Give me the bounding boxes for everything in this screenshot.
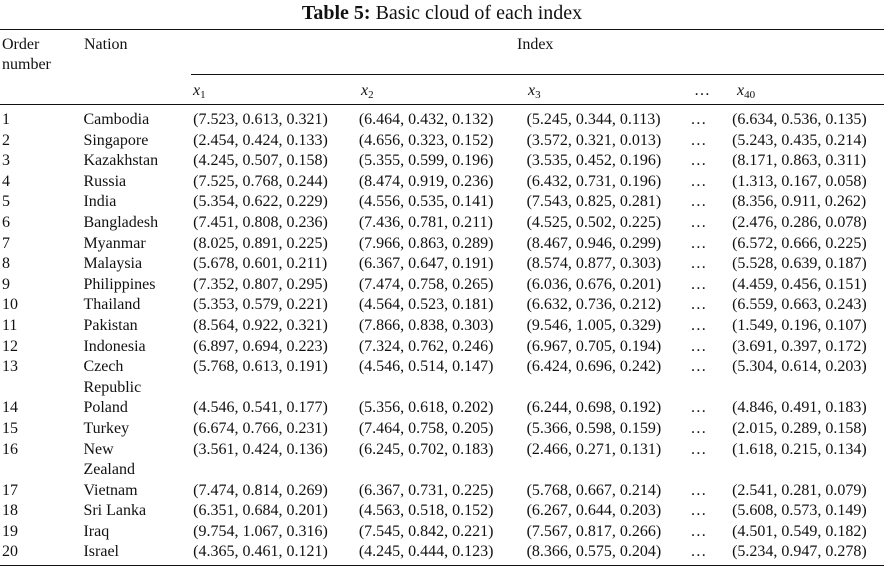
x2-cell: (4.564, 0.523, 0.181)	[358, 296, 494, 314]
x40-cell: (1.549, 0.196, 0.107)	[732, 316, 867, 334]
nation-cell	[83, 501, 193, 522]
table-row	[0, 234, 884, 255]
x2-cell: (7.866, 0.838, 0.303)	[358, 316, 494, 334]
x2-cell: (7.324, 0.762, 0.246)	[358, 337, 494, 355]
order-cell: 2	[2, 131, 10, 149]
x3-cell: (5.768, 0.667, 0.214)	[526, 481, 662, 499]
order-cell: 9	[2, 275, 10, 293]
x40-cell: (4.459, 0.456, 0.151)	[732, 275, 867, 293]
table-row	[0, 398, 884, 419]
order-cell: 16	[2, 440, 18, 458]
caption-label: Table 5:	[301, 2, 371, 24]
x3-cell: (7.543, 0.825, 0.281)	[526, 193, 662, 211]
bottom-rule	[0, 565, 884, 566]
ellipsis-cell: …	[690, 399, 707, 417]
x2-cell: (4.245, 0.444, 0.123)	[358, 543, 494, 561]
ellipsis-cell: …	[690, 255, 707, 273]
table-row	[0, 481, 884, 502]
x2-cell: (7.436, 0.781, 0.211)	[358, 213, 493, 231]
x40-cell: (8.356, 0.911, 0.262)	[732, 193, 867, 211]
x2-cell: (6.245, 0.702, 0.183)	[358, 440, 494, 458]
x2-cell: (7.545, 0.842, 0.221)	[358, 522, 494, 540]
nation-label: Poland	[83, 399, 128, 417]
x1-cell: (7.451, 0.808, 0.236)	[193, 213, 328, 231]
ellipsis-cell: …	[690, 111, 707, 128]
nation-cell	[83, 110, 193, 131]
x2-cell: (7.464, 0.758, 0.205)	[358, 419, 494, 437]
x40-cell: (3.691, 0.397, 0.172)	[732, 337, 867, 355]
x3-cell: (6.036, 0.676, 0.201)	[526, 275, 662, 293]
x40-cell: (8.171, 0.863, 0.311)	[732, 152, 867, 170]
nation-label: New Zealand	[83, 440, 135, 479]
order-cell: 15	[2, 419, 18, 437]
x40-cell: (2.541, 0.281, 0.079)	[732, 481, 867, 499]
nation-cell	[83, 192, 193, 213]
x1-cell: (4.365, 0.461, 0.121)	[193, 543, 328, 561]
x1-cell: (4.245, 0.507, 0.158)	[193, 152, 328, 170]
x40-cell: (5.608, 0.573, 0.149)	[732, 502, 867, 520]
x2-cell: (5.355, 0.599, 0.196)	[358, 152, 494, 170]
x3-cell: (6.632, 0.736, 0.212)	[526, 296, 662, 314]
x40-cell: (1.313, 0.167, 0.058)	[732, 172, 867, 190]
header-x1	[193, 82, 206, 101]
order-cell: 18	[2, 502, 18, 520]
table-row	[0, 172, 884, 193]
ellipsis-cell: …	[690, 275, 707, 293]
table-row	[0, 275, 884, 296]
ellipsis-cell: …	[690, 131, 707, 149]
x40-cell: (6.572, 0.666, 0.225)	[732, 234, 867, 252]
nation-label: Iraq	[83, 522, 110, 540]
ellipsis-cell: …	[690, 358, 707, 376]
table-row	[0, 254, 884, 275]
nation-label: Indonesia	[83, 337, 146, 355]
x1-cell: (3.561, 0.424, 0.136)	[193, 440, 328, 458]
order-cell: 7	[2, 234, 10, 252]
x40-cell: (5.243, 0.435, 0.214)	[732, 131, 867, 149]
order-cell: 5	[2, 193, 10, 211]
x1-cell: (2.454, 0.424, 0.133)	[193, 131, 328, 149]
x1-cell: (5.354, 0.622, 0.229)	[193, 193, 328, 211]
nation-cell	[83, 522, 193, 543]
nation-label: Pakistan	[83, 316, 138, 334]
nation-label: Sri Lanka	[83, 502, 147, 520]
nation-cell	[83, 213, 193, 234]
ellipsis-cell: …	[690, 481, 707, 499]
x3-cell: (6.432, 0.731, 0.196)	[526, 172, 662, 190]
x2-cell: (4.656, 0.323, 0.152)	[358, 131, 494, 149]
x1-cell: (7.474, 0.814, 0.269)	[193, 481, 328, 499]
x3-cell: (6.267, 0.644, 0.203)	[526, 502, 662, 520]
header-x40-sub: 40	[744, 89, 756, 101]
order-cell: 4	[2, 172, 10, 190]
header-order-number: Order number	[2, 36, 51, 73]
nation-cell	[83, 295, 193, 316]
nation-label: Israel	[83, 543, 119, 561]
x1-cell: (6.351, 0.684, 0.201)	[193, 502, 328, 520]
order-cell: 10	[2, 296, 18, 314]
ellipsis-cell: …	[690, 337, 707, 355]
table-row	[0, 110, 884, 131]
nation-cell	[83, 542, 193, 563]
x1-cell: (5.678, 0.601, 0.211)	[193, 255, 328, 273]
x3-cell: (5.245, 0.344, 0.113)	[526, 111, 661, 128]
ellipsis-cell: …	[690, 316, 707, 334]
header-x1-var: x	[193, 82, 201, 99]
order-cell: 17	[2, 481, 18, 499]
ellipsis-cell: …	[690, 419, 707, 437]
x2-cell: (4.563, 0.518, 0.152)	[358, 502, 494, 520]
nation-label: Cambodia	[83, 111, 150, 128]
header-x2-var: x	[361, 82, 369, 99]
nation-label: Bangladesh	[83, 213, 159, 231]
nation-label: Singapore	[83, 131, 149, 149]
header-x3-var: x	[528, 82, 536, 99]
x1-cell: (5.768, 0.613, 0.191)	[193, 358, 328, 376]
ellipsis-cell: …	[690, 172, 707, 190]
nation-cell	[83, 440, 193, 481]
nation-label: Vietnam	[83, 481, 138, 499]
header-x40	[737, 82, 755, 101]
ellipsis-cell: …	[690, 440, 707, 458]
table-row	[0, 192, 884, 213]
nation-cell	[83, 275, 193, 296]
ellipsis-cell: …	[690, 296, 707, 314]
x1-cell: (8.025, 0.891, 0.225)	[193, 234, 328, 252]
x2-cell: (4.556, 0.535, 0.141)	[358, 193, 494, 211]
nation-cell	[83, 151, 193, 172]
x3-cell: (4.525, 0.502, 0.225)	[526, 213, 662, 231]
nation-label: Myanmar	[83, 234, 146, 252]
x40-cell: (4.846, 0.491, 0.183)	[732, 399, 867, 417]
header-ellipsis: …	[694, 82, 710, 99]
order-cell: 3	[2, 152, 10, 170]
x40-cell: (5.304, 0.614, 0.203)	[732, 358, 867, 376]
x3-cell: (3.535, 0.452, 0.196)	[526, 152, 662, 170]
header-x2-sub: 2	[368, 89, 374, 101]
nation-label: Russia	[83, 172, 127, 190]
order-cell: 12	[2, 337, 18, 355]
x40-cell: (6.634, 0.536, 0.135)	[732, 111, 867, 128]
x3-cell: (8.467, 0.946, 0.299)	[526, 234, 662, 252]
x1-cell: (9.754, 1.067, 0.316)	[193, 522, 328, 540]
x2-cell: (6.367, 0.731, 0.225)	[358, 481, 494, 499]
x3-cell: (5.366, 0.598, 0.159)	[526, 419, 662, 437]
table-body	[0, 110, 884, 563]
header-x2	[361, 82, 374, 101]
x2-cell: (7.474, 0.758, 0.265)	[358, 275, 494, 293]
nation-label: Thailand	[83, 296, 141, 314]
ellipsis-cell: …	[690, 213, 707, 231]
x2-cell: (8.474, 0.919, 0.236)	[358, 172, 494, 190]
order-cell: 19	[2, 522, 18, 540]
table-row	[0, 337, 884, 358]
header-x40-var: x	[737, 82, 745, 99]
order-cell: 20	[2, 543, 18, 561]
table-row	[0, 131, 884, 152]
x1-cell: (7.523, 0.613, 0.321)	[193, 111, 328, 128]
nation-cell	[83, 254, 193, 275]
table-row	[0, 419, 884, 440]
order-cell: 14	[2, 399, 18, 417]
x1-cell: (4.546, 0.541, 0.177)	[193, 399, 328, 417]
header-index: Index	[517, 36, 554, 53]
nation-cell	[83, 316, 193, 337]
x40-cell: (2.015, 0.289, 0.158)	[732, 419, 867, 437]
ellipsis-cell: …	[690, 234, 707, 252]
x3-cell: (9.546, 1.005, 0.329)	[526, 316, 662, 334]
ellipsis-cell: …	[690, 522, 707, 540]
x2-cell: (7.966, 0.863, 0.289)	[358, 234, 494, 252]
x1-cell: (6.674, 0.766, 0.231)	[193, 419, 328, 437]
ellipsis-cell: …	[690, 152, 707, 170]
nation-cell	[83, 357, 193, 398]
nation-label: Czech Republic	[83, 358, 142, 396]
table-row	[0, 440, 884, 481]
header-x3	[528, 82, 541, 101]
x3-cell: (6.244, 0.698, 0.192)	[526, 399, 662, 417]
x1-cell: (7.525, 0.768, 0.244)	[193, 172, 328, 190]
table-row	[0, 295, 884, 316]
nation-cell	[83, 481, 193, 502]
x1-cell: (6.897, 0.694, 0.223)	[193, 337, 328, 355]
table-row	[0, 501, 884, 522]
nation-label: Philippines	[83, 275, 156, 293]
table-row	[0, 316, 884, 337]
header-x1-sub: 1	[200, 89, 206, 101]
table-row	[0, 357, 884, 398]
x1-cell: (8.564, 0.922, 0.321)	[193, 316, 328, 334]
table-row	[0, 151, 884, 172]
order-cell: 6	[2, 213, 10, 231]
data-table	[0, 110, 884, 563]
ellipsis-cell: …	[690, 193, 707, 211]
nation-cell	[83, 234, 193, 255]
x3-cell: (6.424, 0.696, 0.242)	[526, 358, 662, 376]
x40-cell: (4.501, 0.549, 0.182)	[732, 522, 867, 540]
nation-cell	[83, 337, 193, 358]
nation-label: Kazakhstan	[83, 152, 159, 170]
x2-cell: (6.367, 0.647, 0.191)	[358, 255, 494, 273]
nation-label: Turkey	[83, 419, 130, 437]
x40-cell: (1.618, 0.215, 0.134)	[732, 440, 867, 458]
table-row	[0, 522, 884, 543]
nation-cell	[83, 131, 193, 152]
table-row	[0, 213, 884, 234]
order-cell: 13	[2, 358, 18, 376]
x3-cell: (2.466, 0.271, 0.131)	[526, 440, 662, 458]
x2-cell: (6.464, 0.432, 0.132)	[358, 111, 494, 128]
nation-cell	[83, 172, 193, 193]
x1-cell: (7.352, 0.807, 0.295)	[193, 275, 328, 293]
x3-cell: (6.967, 0.705, 0.194)	[526, 337, 662, 355]
ellipsis-cell: …	[690, 502, 707, 520]
index-rule	[191, 74, 884, 75]
header-nation: Nation	[84, 36, 128, 53]
x40-cell: (5.234, 0.947, 0.278)	[732, 543, 867, 561]
nation-cell	[83, 398, 193, 419]
order-cell: 1	[2, 111, 10, 128]
header-rule	[0, 104, 884, 105]
x3-cell: (7.567, 0.817, 0.266)	[526, 522, 662, 540]
nation-label: India	[83, 193, 117, 211]
nation-cell	[83, 419, 193, 440]
caption-text: Basic cloud of each index	[375, 2, 583, 24]
table-caption	[0, 2, 884, 24]
x1-cell: (5.353, 0.579, 0.221)	[193, 296, 328, 314]
x2-cell: (5.356, 0.618, 0.202)	[358, 399, 494, 417]
top-rule	[0, 29, 884, 30]
x40-cell: (2.476, 0.286, 0.078)	[732, 213, 867, 231]
ellipsis-cell: …	[690, 543, 707, 561]
order-cell: 11	[2, 316, 18, 334]
header-x3-sub: 3	[535, 89, 541, 101]
x40-cell: (6.559, 0.663, 0.243)	[732, 296, 867, 314]
x3-cell: (8.366, 0.575, 0.204)	[526, 543, 662, 561]
table-row	[0, 542, 884, 563]
nation-label: Malaysia	[83, 255, 143, 273]
x3-cell: (3.572, 0.321, 0.013)	[526, 131, 662, 149]
x40-cell: (5.528, 0.639, 0.187)	[732, 255, 867, 273]
order-cell: 8	[2, 255, 10, 273]
x3-cell: (8.574, 0.877, 0.303)	[526, 255, 662, 273]
x2-cell: (4.546, 0.514, 0.147)	[358, 358, 494, 376]
